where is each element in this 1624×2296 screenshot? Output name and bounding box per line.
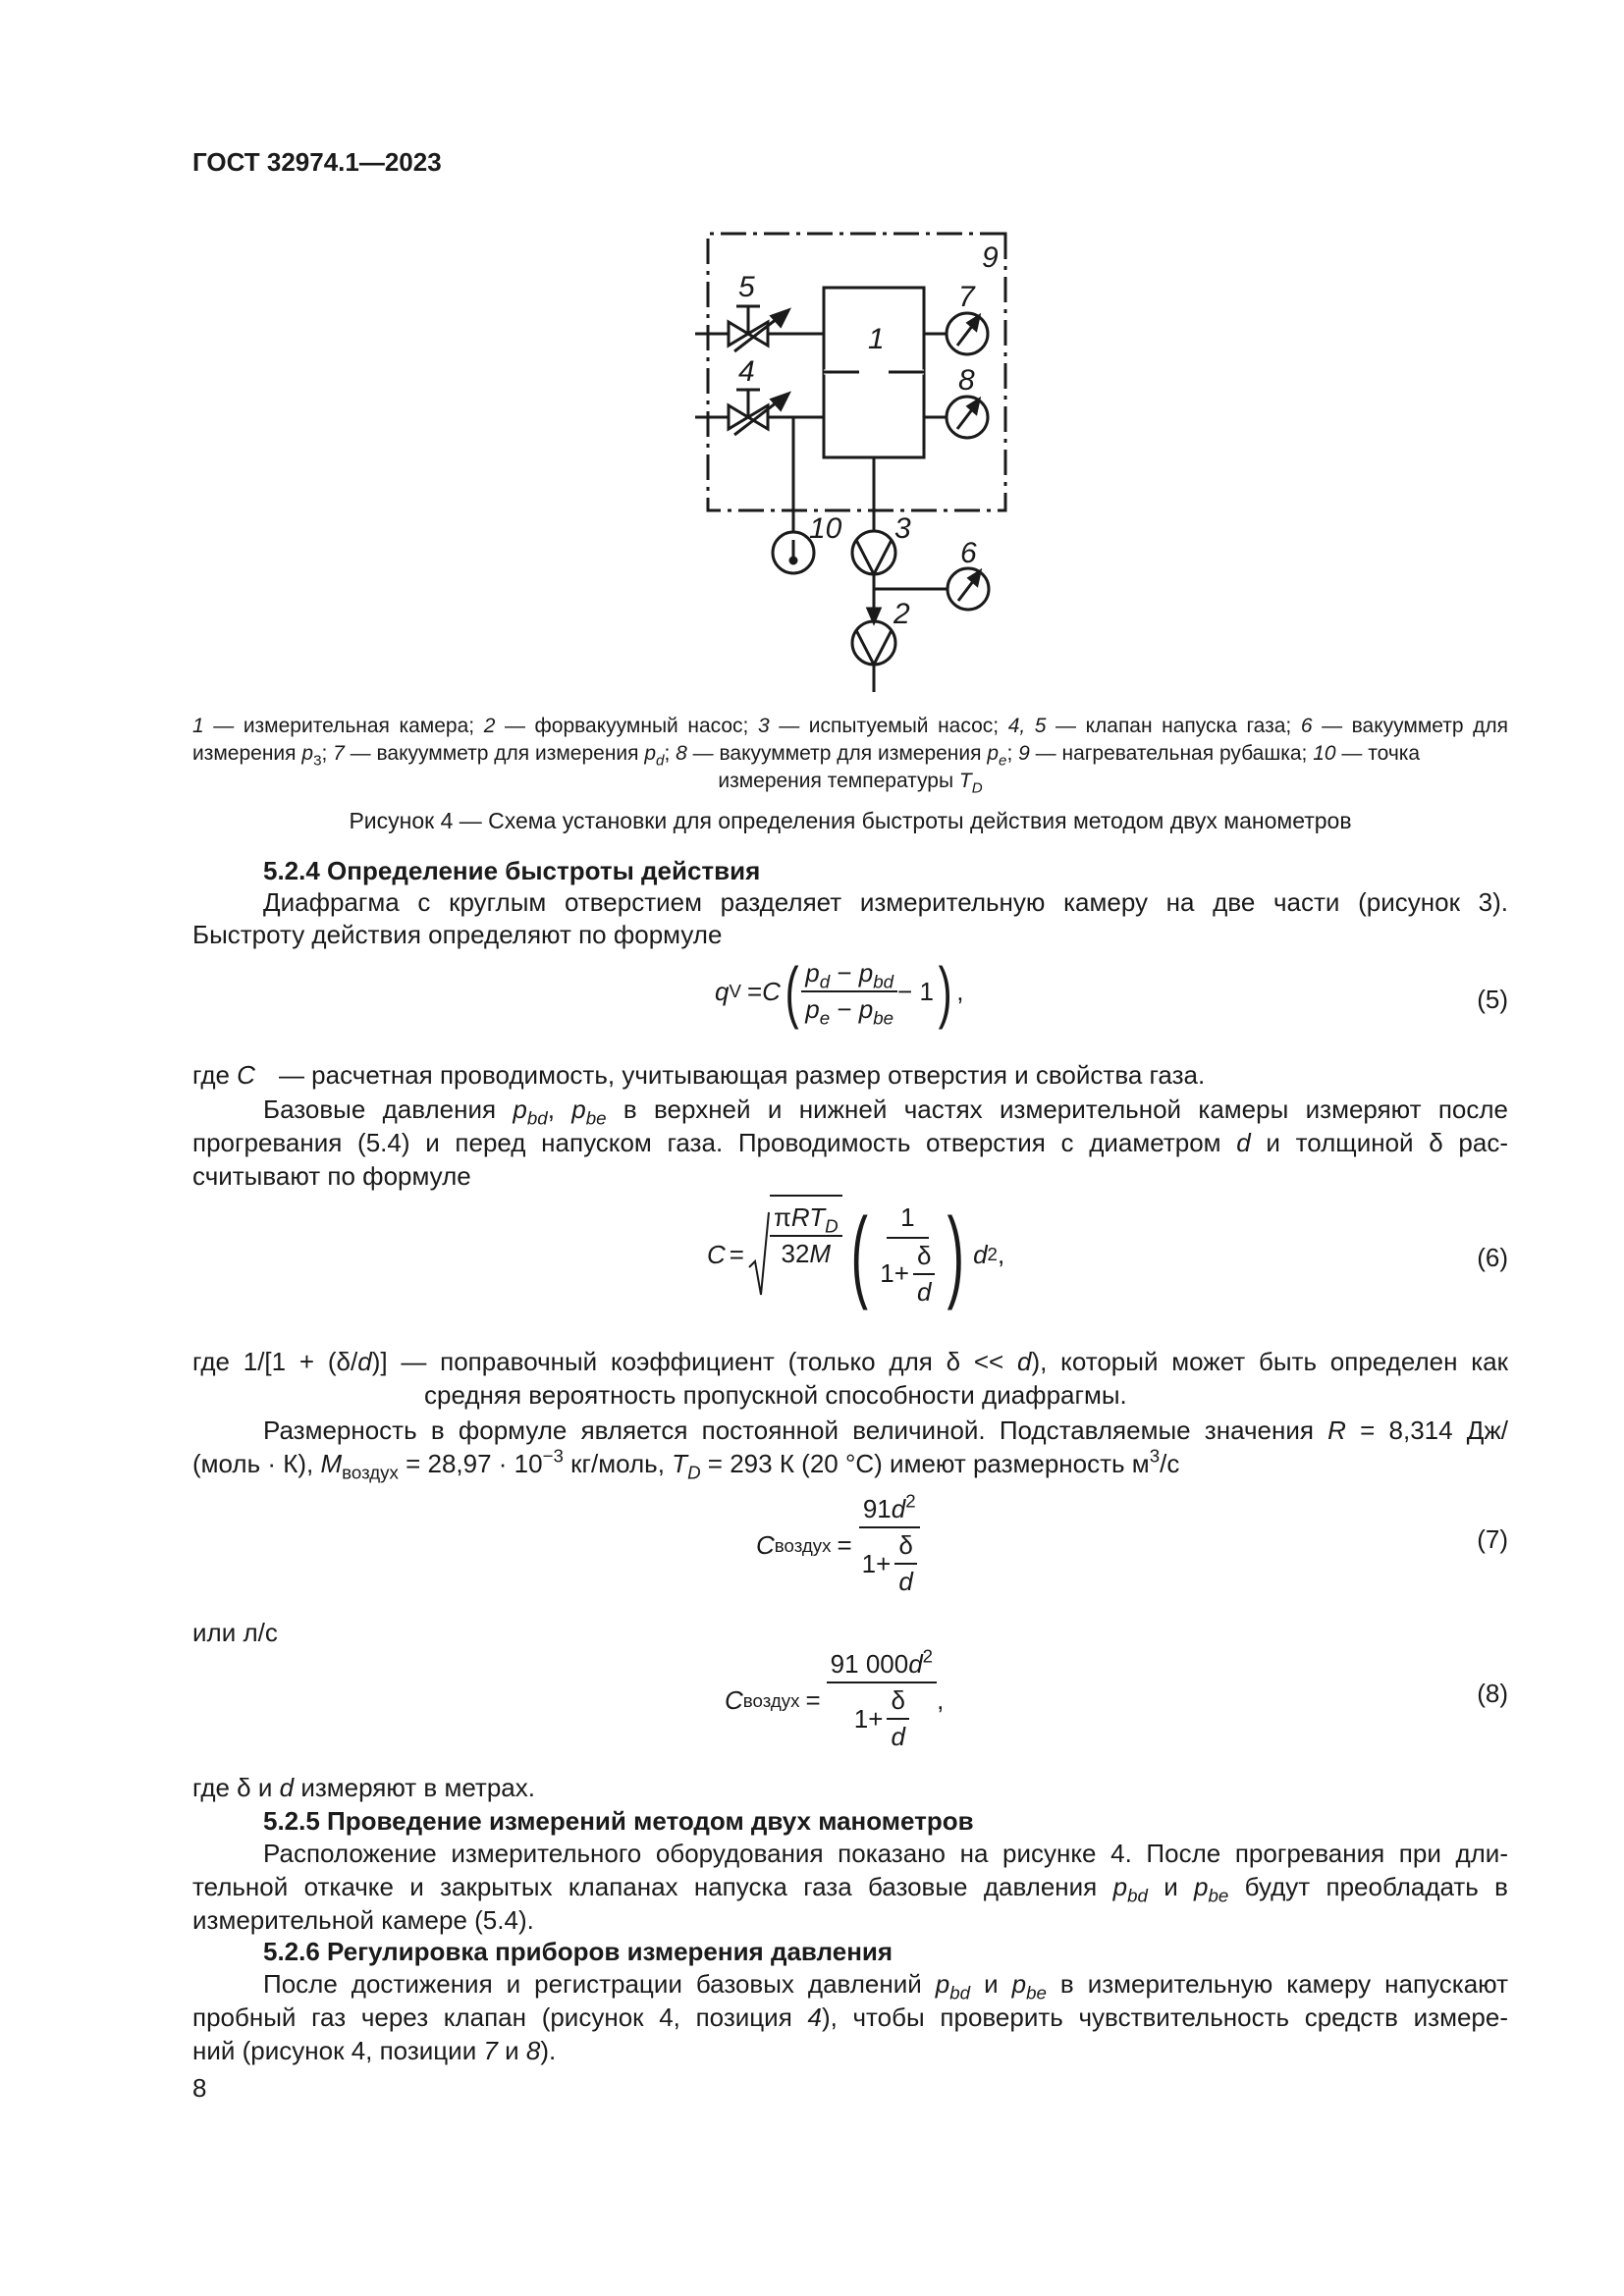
equation-number-7: (7) <box>1477 1524 1508 1554</box>
formula-7: C воздух = $91d^2$ 1+ $\frac{\delta}{d}$ <box>756 1494 921 1597</box>
figure-label-4: 4 <box>738 355 755 388</box>
section-5-2-4-title: 5.2.4 Определение быстроты действия <box>263 856 761 885</box>
or-litres-per-second: или л/с <box>192 1618 278 1647</box>
section-5-2-6-title: 5.2.6 Регулировка приборов измерения давления <box>263 1937 893 1966</box>
paragraph-5-2-6: После достижения и регистрации базовых давлений $p_{bd}$ и $p_{be}$ в измерительную камеру напускают пробный газ через клапан (рисунок 4, позиция 4), чтобы проверить чувствительность средств измере- ний (рисунок 4, позиции 7 и 8). <box>192 1969 1508 2065</box>
figure-label-1: 1 <box>868 323 885 355</box>
paragraph-5-2-4-line1: Диафрагма с круглым отверстием разделяет измерительную камеру на две части (рисунок 3). <box>263 887 1508 917</box>
measurement-units-note: где δ и d измеряют в метрах. <box>192 1773 535 1802</box>
document-header: ГОСТ 32974.1—2023 <box>192 147 442 177</box>
figure-label-6: 6 <box>960 537 977 569</box>
paragraph-5-2-5: Расположение измерительного оборудования показано на рисунке 4. После прогревания при дли- тельной откачке и закрытых клапанах напуска газа базовые давления $p_{bd}$ и $p_{be}$ будут преобладать в измерительной камере (5.4). <box>192 1839 1508 1935</box>
formula-8: C воздух = 91 $000d^2$ 1+ $\frac{\delta}{d}$ , <box>725 1645 945 1751</box>
where-c-definition: где C — расчетная проводимость, учитывающая размер отверстия и свойства газа. <box>192 1060 1206 1090</box>
section-5-2-5-title: 5.2.5 Проведение измерений методом двух манометров <box>263 1806 974 1836</box>
pump-3-icon <box>852 531 895 574</box>
equation-number-8: (8) <box>1477 1679 1508 1708</box>
figure-label-2: 2 <box>893 598 910 630</box>
page-number: 8 <box>192 2073 207 2103</box>
figure-legend: 1 — измерительная камера; 2 — форвакуумный насос; 3 — испытуемый насос; 4, 5 — клапан напуска газа; 6 — вакуумметр для измерения $p_3$; 7 — вакуумметр для измерения $p_d$; 8 — вакуумметр для измерения $p_e$; 9 — нагревательная рубашка; 10 — точка измерения температуры $T_D$ <box>192 715 1509 797</box>
equation-number-6: (6) <box>1477 1243 1508 1272</box>
paragraph-5-2-4-line2: Быстроту действия определяют по формуле <box>192 920 723 949</box>
radical-sign-icon <box>748 1210 770 1299</box>
figure-4-schematic <box>677 221 1031 702</box>
pump-2-icon <box>852 621 895 665</box>
figure-label-3: 3 <box>894 512 911 545</box>
figure-label-7: 7 <box>958 281 975 313</box>
figure-label-8: 8 <box>958 364 975 397</box>
figure-label-10: 10 <box>809 512 842 545</box>
paragraph-base-pressures: Базовые давления $p_{bd}$, $p_{be}$ в верхней и нижней частях измерительной камеры измеряют после прогревания (5.4) и перед напуском газа. Проводимость отверстия с диаметром d и толщиной δ рас- считывают по формуле <box>192 1095 1509 1191</box>
equation-number-5: (5) <box>1477 985 1508 1014</box>
paragraph-dimension: Размерность в формуле является постоянной величиной. Подставляемые значения R = 8,314 Дж/ (моль · К), $M_{воздух} = 28,97 \cdot 10^{-3}$ кг/моль, $T_D = 293$ К (20 °С) имеют размерность $м^3/с$ <box>192 1415 1508 1483</box>
where-correction-factor: где 1/[1 + (δ/d)] — поправочный коэффициент (только для δ << d), который может быть определен как средняя вероятность пропускной способности диафрагмы. <box>192 1347 1509 1410</box>
formula-5: q V = C ( $\frac{p_d - p_{bd}}{p_e - p_{be}}$ − 1 ) , <box>715 953 964 1030</box>
figure-label-9: 9 <box>982 241 999 274</box>
figure-caption: Рисунок 4 — Схема установки для определения быстроты действия методом двух манометров <box>349 808 1352 833</box>
formula-6: C = $\frac{\pi RT_D}{32M}$ ( 1 1+ $\frac{\delta}{d}$ ) d 2 , <box>707 1196 1004 1313</box>
figure-label-5: 5 <box>738 271 755 303</box>
